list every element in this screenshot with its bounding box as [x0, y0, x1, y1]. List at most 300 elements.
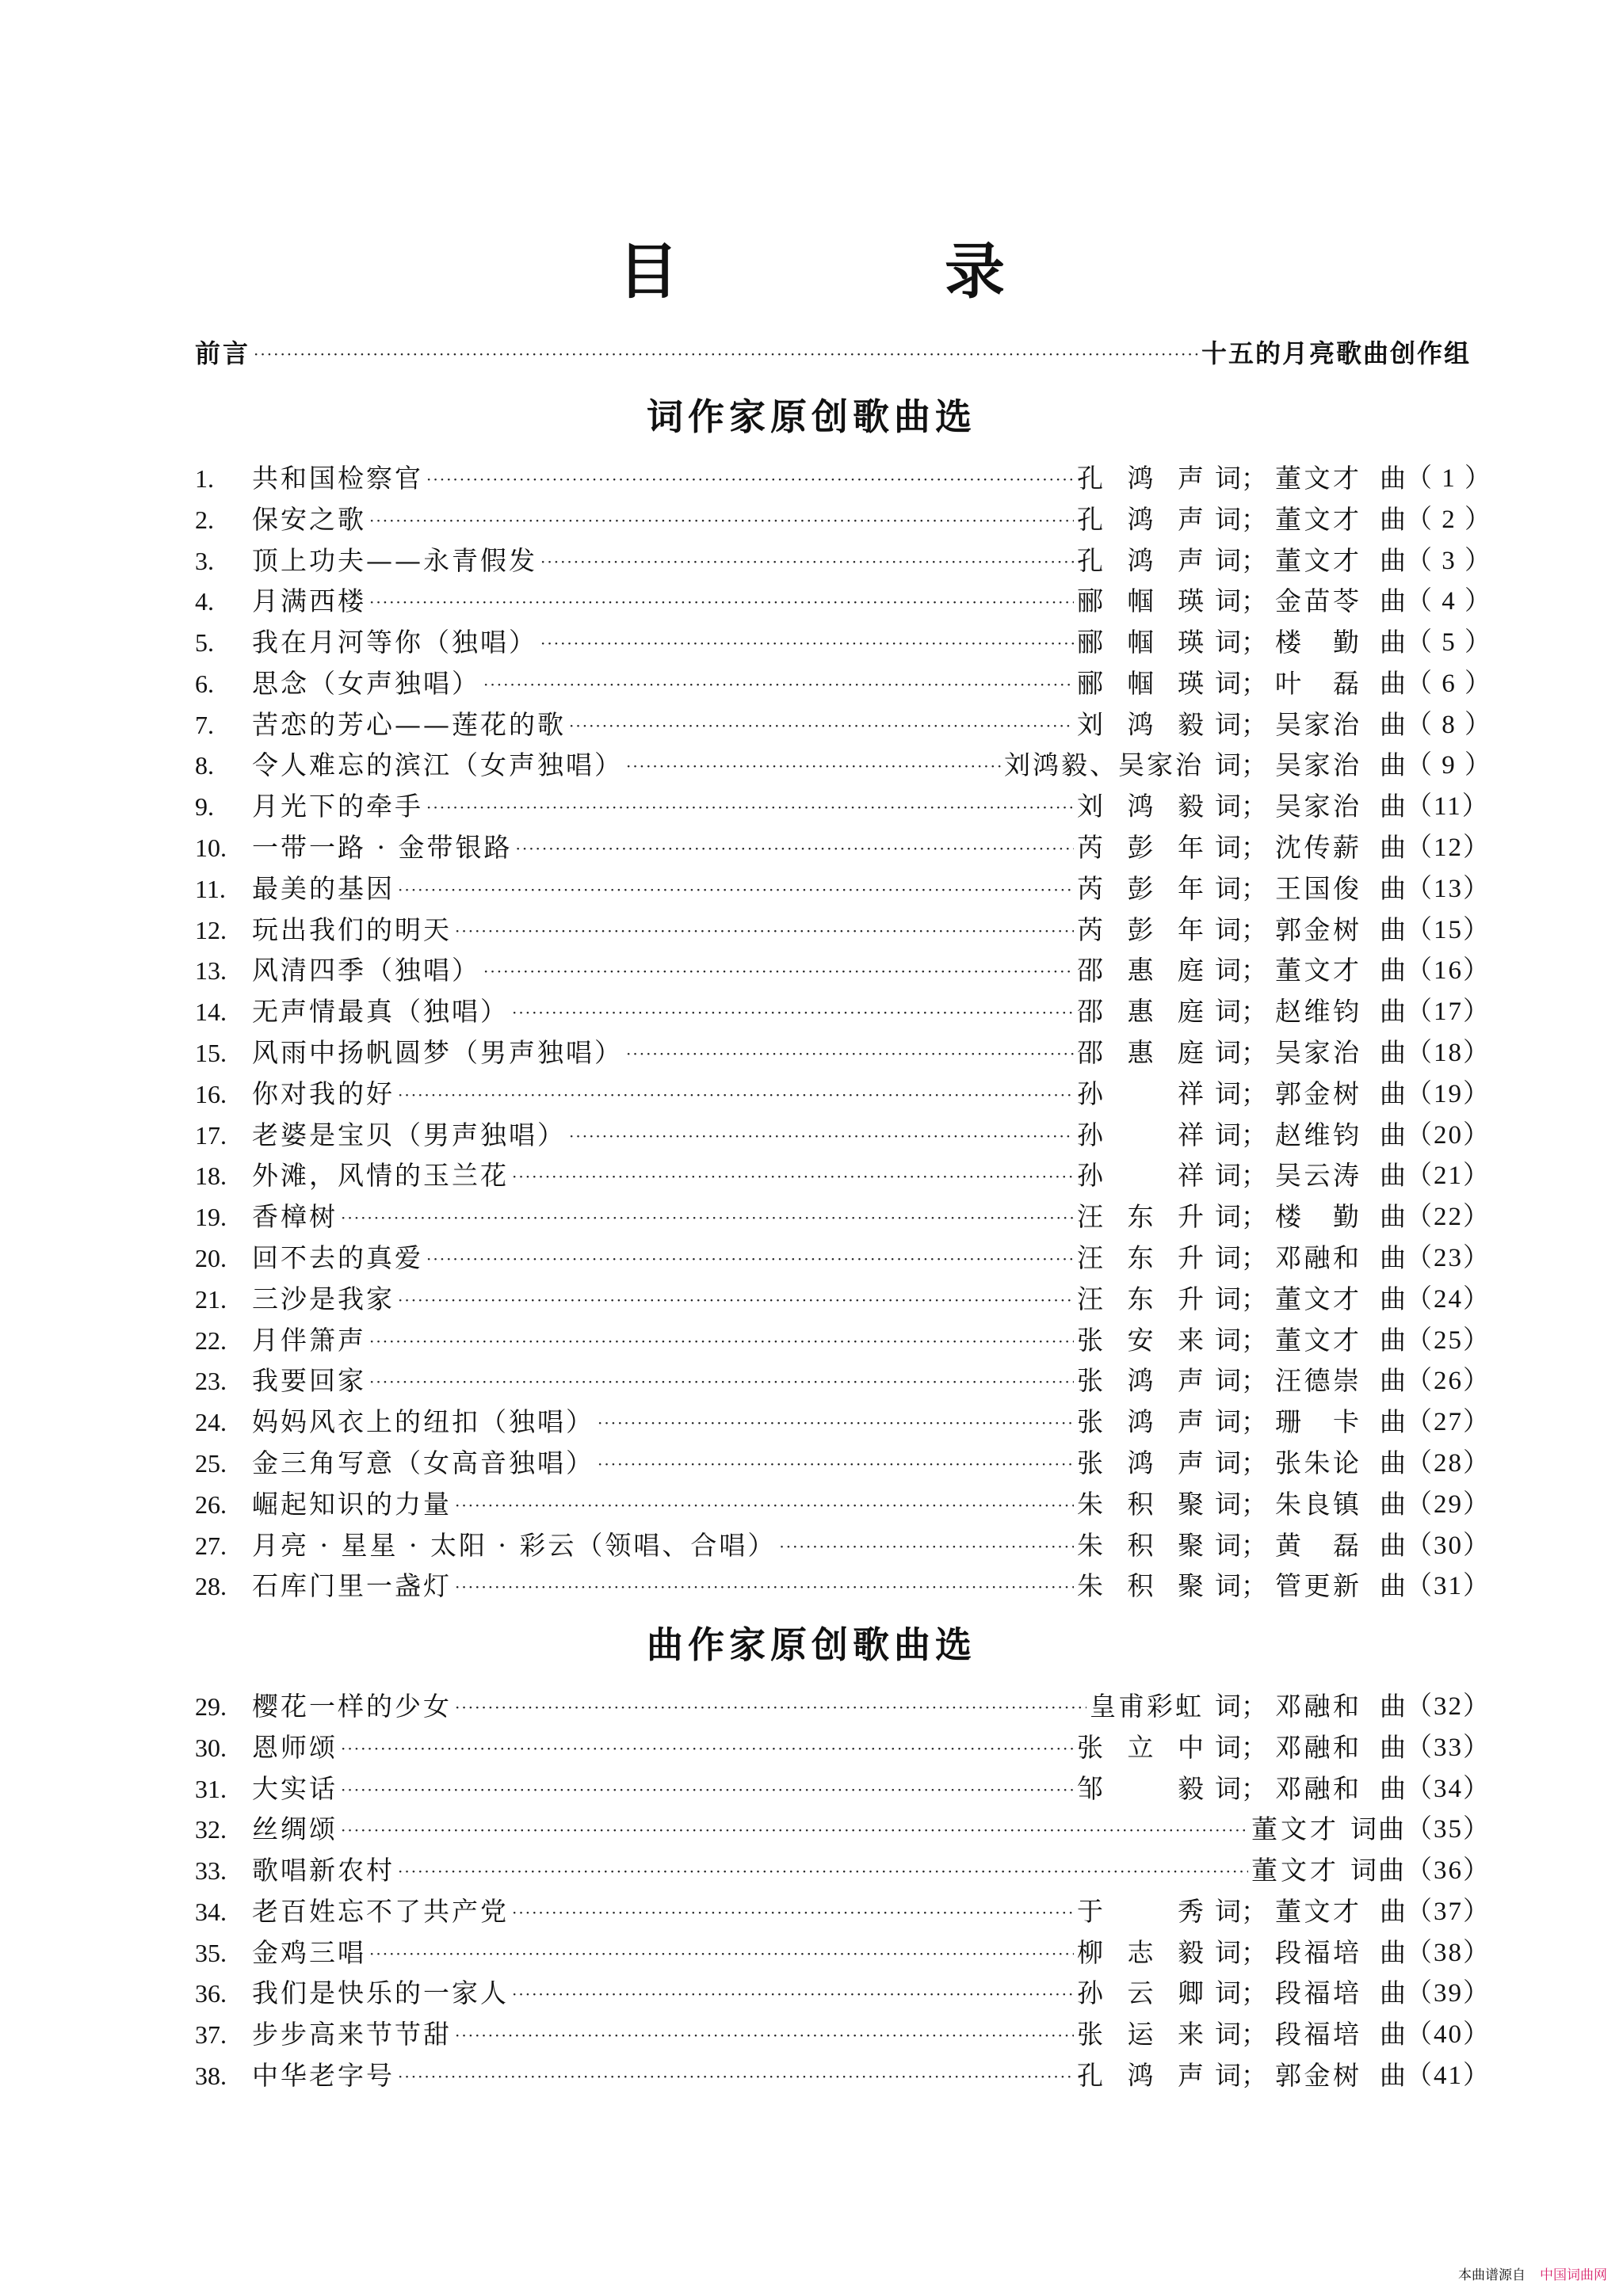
song-title: 共和国检察官: [252, 462, 423, 494]
toc-entry: [195, 1074, 1491, 1115]
song-title: 无声情最真（独唱）: [252, 996, 509, 1028]
music-label: 曲: [1380, 1772, 1406, 1804]
song-title: 保安之歌: [252, 503, 366, 535]
song-title: 崛起知识的力量: [252, 1488, 452, 1520]
page-number: （33）: [1406, 1733, 1491, 1762]
toc-entry: [195, 1525, 1491, 1566]
page-number: （ 4 ）: [1406, 587, 1492, 616]
composer: 郭金树: [1275, 1077, 1359, 1109]
separator: ；: [1241, 1201, 1267, 1233]
leader-dots: [598, 1401, 1074, 1444]
lyricist: 孙祥: [1077, 1160, 1204, 1192]
music-label: 曲: [1380, 872, 1406, 904]
entry-number: 25.: [195, 1449, 227, 1478]
leader-dots: [455, 909, 1074, 952]
leader-dots: [369, 498, 1074, 541]
composer: 郭金树: [1275, 913, 1359, 945]
lyric-label: 词: [1215, 1895, 1241, 1927]
leader-dots: [369, 1360, 1074, 1402]
toc-entry: [195, 1238, 1491, 1279]
entry-number: 10.: [195, 833, 227, 863]
separator: ；: [1241, 1895, 1267, 1927]
separator: ；: [1241, 667, 1267, 699]
page-number: （41）: [1406, 2061, 1491, 2091]
toc-entry: [195, 663, 1492, 704]
preface-entry: [195, 333, 1471, 374]
page-number: （31）: [1406, 1572, 1491, 1601]
separator: ；: [1241, 996, 1267, 1028]
song-title: 香樟树: [252, 1201, 338, 1233]
lyric-label: 词: [1215, 791, 1241, 822]
entry-number: 32.: [195, 1815, 227, 1844]
song-title: 令人难忘的滨江（女声独唱）: [252, 749, 623, 781]
music-label: 曲: [1380, 1570, 1406, 1602]
song-title: 苦恋的芳心——莲花的歌: [252, 708, 566, 740]
lyricist: 朱积聚: [1077, 1488, 1204, 1520]
separator: ；: [1241, 1242, 1267, 1274]
entry-number: 24.: [195, 1408, 227, 1437]
lyric-label: 词: [1215, 503, 1241, 535]
composer: 董文才: [1275, 1283, 1359, 1314]
toc-entry: [195, 910, 1491, 951]
separator: ；: [1241, 2060, 1267, 2092]
lyricist: 芮彭年: [1077, 872, 1204, 904]
lyric-label: 词: [1215, 1365, 1241, 1397]
separator: ；: [1241, 627, 1267, 658]
leader-dots: [426, 785, 1074, 828]
music-label: 曲: [1380, 1201, 1406, 1233]
music-label: 曲: [1380, 503, 1406, 535]
composer: 吴家治: [1275, 1037, 1359, 1069]
toc-section-lyricists: [195, 458, 1492, 1607]
page-number: （27）: [1406, 1408, 1491, 1437]
separator: ；: [1241, 913, 1267, 945]
page-number: （ 6 ）: [1406, 669, 1492, 698]
composer: 邓融和: [1275, 1242, 1359, 1274]
lyric-label: 词: [1215, 872, 1241, 904]
leader-dots: [426, 457, 1074, 500]
entry-number: 11.: [195, 874, 226, 903]
leader-dots: [515, 826, 1074, 869]
entry-number: 7.: [195, 710, 214, 739]
leader-dots: [540, 621, 1074, 664]
composer: 叶磊: [1275, 667, 1359, 699]
song-title: 丝绸颂: [252, 1814, 338, 1845]
song-title: 我们是快乐的一家人: [252, 1978, 509, 2009]
page-number: （36）: [1406, 1856, 1491, 1886]
lyricist-composer: 董文才: [1251, 1855, 1339, 1886]
leader-dots: [341, 1726, 1074, 1769]
watermark-site: 中国词曲网: [1540, 2267, 1607, 2283]
lyricist: 汪东升: [1077, 1242, 1204, 1274]
composer: 黄磊: [1275, 1529, 1359, 1561]
lyric-label: 词: [1215, 1077, 1241, 1109]
toc-section-composers: [195, 1686, 1491, 2096]
song-title: 最美的基因: [252, 872, 395, 904]
music-label: 曲: [1380, 708, 1406, 740]
leader-dots: [398, 868, 1074, 910]
entry-number: 4.: [195, 587, 214, 616]
composer: 王国俊: [1275, 872, 1359, 904]
page-number: （38）: [1406, 1938, 1491, 1967]
entry-number: 3.: [195, 546, 214, 575]
toc-entry: [195, 622, 1492, 663]
separator: ；: [1241, 749, 1267, 781]
entry-number: 19.: [195, 1203, 227, 1232]
section-heading-composers: 曲作家原创歌曲选: [647, 1623, 976, 1666]
music-label: 曲: [1380, 1365, 1406, 1397]
lyric-label: 词: [1215, 1690, 1241, 1722]
song-title: 樱花一样的少女: [252, 1690, 452, 1722]
composer: 邓融和: [1275, 1772, 1359, 1804]
music-label: 曲: [1380, 2019, 1406, 2050]
lyricist: 柳志毅: [1077, 1936, 1204, 1968]
music-label: 曲: [1380, 1936, 1406, 1968]
entry-number: 17.: [195, 1120, 227, 1150]
song-title: 老婆是宝贝（男声独唱）: [252, 1119, 566, 1150]
entry-number: 12.: [195, 915, 227, 944]
composer: 楼勤: [1275, 627, 1359, 658]
page-number: （11）: [1406, 792, 1490, 822]
separator: ；: [1241, 462, 1267, 494]
entry-number: 28.: [195, 1572, 227, 1601]
entry-number: 31.: [195, 1774, 227, 1803]
lyric-label: 词: [1215, 2060, 1241, 2092]
toc-entry: [195, 868, 1491, 910]
music-label: 曲: [1380, 1978, 1406, 2009]
page-number: （ 1 ）: [1406, 463, 1492, 493]
composer: 楼勤: [1275, 1201, 1359, 1233]
entry-number: 26.: [195, 1489, 227, 1519]
separator: ；: [1241, 1447, 1267, 1479]
entry-number: 37.: [195, 2020, 227, 2050]
separator: ；: [1241, 1365, 1267, 1397]
song-title: 顶上功夫——永青假发: [252, 544, 537, 576]
entry-number: 14.: [195, 997, 227, 1027]
page-number: （34）: [1406, 1774, 1491, 1803]
separator: ；: [1241, 1570, 1267, 1602]
lyric-label: 词: [1215, 585, 1241, 617]
lyric-label: 词: [1215, 1037, 1241, 1069]
lyric-label: 词: [1215, 2019, 1241, 2050]
music-label: 曲: [1380, 1242, 1406, 1274]
toc-entry: [195, 1443, 1491, 1484]
composer: 段福培: [1275, 1936, 1359, 1968]
page-number: （39）: [1406, 1979, 1491, 2008]
lyricist: 孙祥: [1077, 1077, 1204, 1109]
song-title: 月光下的牵手: [252, 791, 423, 822]
lyricist: 张鸿声: [1077, 1447, 1204, 1479]
composer: 汪德崇: [1275, 1365, 1359, 1397]
separator: ；: [1241, 1324, 1267, 1356]
lyric-label: 词: [1215, 627, 1241, 658]
lyricist: 刘鸿毅: [1077, 791, 1204, 822]
source-watermark: [1458, 2264, 1607, 2283]
toc-entry: [195, 951, 1491, 992]
entry-number: 15.: [195, 1039, 227, 1068]
leader-dots: [455, 2013, 1074, 2056]
lyricist: 孔鸿声: [1077, 503, 1204, 535]
toc-entry: [195, 1768, 1491, 1810]
music-label: 曲: [1380, 1488, 1406, 1520]
composer: 段福培: [1275, 1978, 1359, 2009]
lyricist: 芮彭年: [1077, 913, 1204, 945]
music-label: 曲: [1380, 1119, 1406, 1150]
entry-number: 27.: [195, 1531, 227, 1560]
page-number: （20）: [1406, 1120, 1491, 1150]
entry-number: 29.: [195, 1691, 227, 1721]
page-title: 目 录: [618, 236, 1108, 307]
page-number: （19）: [1406, 1079, 1491, 1108]
entry-number: 18.: [195, 1161, 227, 1191]
page-number: （18）: [1406, 1039, 1491, 1068]
leader-dots: [341, 1768, 1074, 1810]
lyric-label: 词: [1215, 1570, 1241, 1602]
page-number: （ 3 ）: [1406, 546, 1492, 575]
leader-dots: [398, 1849, 1248, 1892]
page-number: （37）: [1406, 1897, 1491, 1926]
lyric-label: 词: [1215, 1242, 1241, 1274]
lyricist: 郦帼瑛: [1077, 585, 1204, 617]
lyricist: 孔鸿声: [1077, 462, 1204, 494]
lyric-label: 词: [1215, 1529, 1241, 1561]
lyric-label: 词: [1215, 1488, 1241, 1520]
lyricist: 皇甫彩虹: [1090, 1690, 1204, 1722]
music-label: 曲: [1380, 667, 1406, 699]
separator: ；: [1241, 955, 1267, 986]
composer: 赵维钧: [1275, 1119, 1359, 1150]
music-label: 曲: [1380, 832, 1406, 864]
music-label: 曲: [1380, 1037, 1406, 1069]
song-title: 一带一路 · 金带银路: [252, 832, 513, 864]
composer: 董文才: [1275, 544, 1359, 576]
lyricist: 芮彭年: [1077, 832, 1204, 864]
separator: ；: [1241, 1283, 1267, 1314]
song-title: 石库门里一盏灯: [252, 1570, 452, 1602]
song-title: 月亮 · 星星 · 太阳 · 彩云（领唱、合唱）: [252, 1529, 777, 1561]
toc-entry: [195, 1809, 1491, 1850]
toc-entry: [195, 1974, 1491, 2015]
lyricist: 汪东升: [1077, 1201, 1204, 1233]
leader-dots: [398, 2054, 1074, 2097]
composer: 吴云涛: [1275, 1160, 1359, 1192]
entry-number: 8.: [195, 751, 214, 780]
lyricist: 张鸿声: [1077, 1365, 1204, 1397]
lyricist: 孙祥: [1077, 1119, 1204, 1150]
page-number: （23）: [1406, 1244, 1491, 1273]
entry-number: 36.: [195, 1979, 227, 2008]
toc-entry: [195, 991, 1491, 1032]
leader-dots: [483, 949, 1074, 992]
composer: 董文才: [1275, 955, 1359, 986]
music-label: 曲: [1380, 1324, 1406, 1356]
lyricist: 孙云卿: [1077, 1978, 1204, 2009]
leader-dots: [369, 580, 1074, 623]
entry-number: 5.: [195, 628, 214, 658]
section-heading-lyricists: 词作家原创歌曲选: [647, 395, 976, 438]
music-label: 曲: [1380, 585, 1406, 617]
page-number: （13）: [1406, 874, 1491, 903]
song-title: 风清四季（独唱）: [252, 955, 480, 986]
lyric-label: 词: [1215, 1978, 1241, 2009]
composer: 吴家治: [1275, 708, 1359, 740]
separator: ；: [1241, 1731, 1267, 1763]
page-number: （22）: [1406, 1203, 1491, 1232]
separator: ；: [1241, 1529, 1267, 1561]
composer: 朱良镇: [1275, 1488, 1359, 1520]
leader-dots: [626, 744, 1001, 787]
leader-dots: [512, 1154, 1074, 1197]
song-title: 我在月河等你（独唱）: [252, 627, 537, 658]
song-title: 回不去的真爱: [252, 1242, 423, 1274]
toc-entry: [195, 1402, 1491, 1443]
toc-entry: [195, 1566, 1491, 1608]
composer: 董文才: [1275, 503, 1359, 535]
page-number: （17）: [1406, 997, 1491, 1027]
separator: ；: [1241, 1690, 1267, 1722]
page-number: （40）: [1406, 2020, 1491, 2050]
leader-dots: [569, 1114, 1074, 1157]
toc-entry: [195, 2055, 1491, 2096]
page-number: （26）: [1406, 1367, 1491, 1396]
music-label: 曲: [1380, 462, 1406, 494]
entry-number: 2.: [195, 505, 214, 534]
leader-dots: [455, 1565, 1074, 1608]
music-label: 曲: [1380, 1731, 1406, 1763]
separator: ；: [1241, 832, 1267, 864]
lyric-music-label: 词曲: [1350, 1814, 1406, 1845]
separator: ；: [1241, 791, 1267, 822]
composer: 张朱论: [1275, 1447, 1359, 1479]
page-number: （30）: [1406, 1531, 1491, 1560]
leader-dots: [626, 1032, 1074, 1074]
composer: 珊卡: [1275, 1406, 1359, 1438]
song-title: 月满西楼: [252, 585, 366, 617]
song-title: 老百姓忘不了共产党: [252, 1895, 509, 1927]
song-title: 中华老字号: [252, 2060, 395, 2092]
music-label: 曲: [1380, 1406, 1406, 1438]
lyric-label: 词: [1215, 1201, 1241, 1233]
lyric-label: 词: [1215, 462, 1241, 494]
page-number: （16）: [1406, 956, 1491, 986]
separator: ；: [1241, 872, 1267, 904]
music-label: 曲: [1380, 1160, 1406, 1192]
song-title: 外滩，风情的玉兰花: [252, 1160, 509, 1192]
lyric-label: 词: [1215, 1406, 1241, 1438]
composer: 董文才: [1275, 1324, 1359, 1356]
page-number: （24）: [1406, 1284, 1491, 1314]
toc-entry: [195, 1727, 1491, 1768]
song-title: 金鸡三唱: [252, 1936, 366, 1968]
separator: ；: [1241, 1772, 1267, 1804]
entry-number: 21.: [195, 1284, 227, 1314]
leader-dots: [779, 1524, 1074, 1567]
lyricist: 邵惠庭: [1077, 996, 1204, 1028]
composer: 段福培: [1275, 2019, 1359, 2050]
page-number: （35）: [1406, 1815, 1491, 1844]
lyric-label: 词: [1215, 1119, 1241, 1150]
toc-entry: [195, 1279, 1491, 1320]
page-number: （32）: [1406, 1691, 1491, 1721]
lyricist: 张立中: [1077, 1731, 1204, 1763]
lyric-music-label: 词曲: [1350, 1855, 1406, 1886]
composer: 沈传薪: [1275, 832, 1359, 864]
leader-dots: [398, 1278, 1074, 1321]
lyric-label: 词: [1215, 832, 1241, 864]
leader-dots: [455, 1685, 1086, 1728]
toc-entry: [195, 786, 1490, 827]
leader-dots: [540, 540, 1074, 582]
lyricist-composer: 董文才: [1251, 1814, 1339, 1845]
composer: 郭金树: [1275, 2060, 1359, 2092]
lyric-label: 词: [1215, 1324, 1241, 1356]
page-number: （12）: [1406, 833, 1491, 863]
leader-dots: [512, 1890, 1074, 1933]
song-title: 大实话: [252, 1772, 338, 1804]
separator: ；: [1241, 585, 1267, 617]
lyric-label: 词: [1215, 955, 1241, 986]
song-title: 三沙是我家: [252, 1283, 395, 1314]
entry-number: 13.: [195, 956, 227, 986]
composer: 管更新: [1275, 1570, 1359, 1602]
separator: ；: [1241, 1160, 1267, 1192]
entry-number: 23.: [195, 1367, 227, 1396]
lyric-label: 词: [1215, 708, 1241, 740]
leader-dots: [512, 1972, 1074, 2015]
song-title: 恩师颂: [252, 1731, 338, 1763]
music-label: 曲: [1380, 1690, 1406, 1722]
entry-number: 30.: [195, 1733, 227, 1762]
song-title: 玩出我们的明天: [252, 913, 452, 945]
toc-entry: [195, 1320, 1491, 1361]
separator: ；: [1241, 544, 1267, 576]
song-title: 我要回家: [252, 1365, 366, 1397]
entry-number: 16.: [195, 1079, 227, 1108]
lyricist: 郦帼瑛: [1077, 627, 1204, 658]
page-number: （ 2 ）: [1406, 505, 1492, 534]
toc-entry: [195, 1361, 1491, 1402]
separator: ；: [1241, 1488, 1267, 1520]
leader-dots: [254, 332, 1198, 375]
page-number: （25）: [1406, 1325, 1491, 1355]
song-title: 妈妈风衣上的纽扣（独唱）: [252, 1406, 594, 1438]
lyricist: 郦帼瑛: [1077, 667, 1204, 699]
separator: ；: [1241, 1406, 1267, 1438]
page-number: （29）: [1406, 1489, 1491, 1519]
toc-entry: [195, 827, 1491, 868]
composer: 董文才: [1275, 462, 1359, 494]
entry-number: 33.: [195, 1856, 227, 1886]
lyricist: 邵惠庭: [1077, 1037, 1204, 1069]
lyricist: 邵惠庭: [1077, 955, 1204, 986]
leader-dots: [341, 1196, 1074, 1238]
music-label: 曲: [1380, 1529, 1406, 1561]
composer: 邓融和: [1275, 1690, 1359, 1722]
lyricist: 刘鸿毅、吴家治: [1004, 749, 1204, 781]
toc-entry: [195, 2014, 1491, 2055]
leader-dots: [512, 990, 1074, 1033]
page-number: （ 8 ）: [1406, 710, 1492, 739]
toc-entry: [195, 1484, 1491, 1525]
song-title: 风雨中扬帆圆梦（男声独唱）: [252, 1037, 623, 1069]
lyric-label: 词: [1215, 1447, 1241, 1479]
toc-entry: [195, 1196, 1491, 1238]
toc-entry: [195, 1891, 1491, 1932]
music-label: 曲: [1380, 955, 1406, 986]
leader-dots: [569, 704, 1074, 746]
lyricist: 于秀: [1077, 1895, 1204, 1927]
entry-number: 9.: [195, 792, 214, 822]
